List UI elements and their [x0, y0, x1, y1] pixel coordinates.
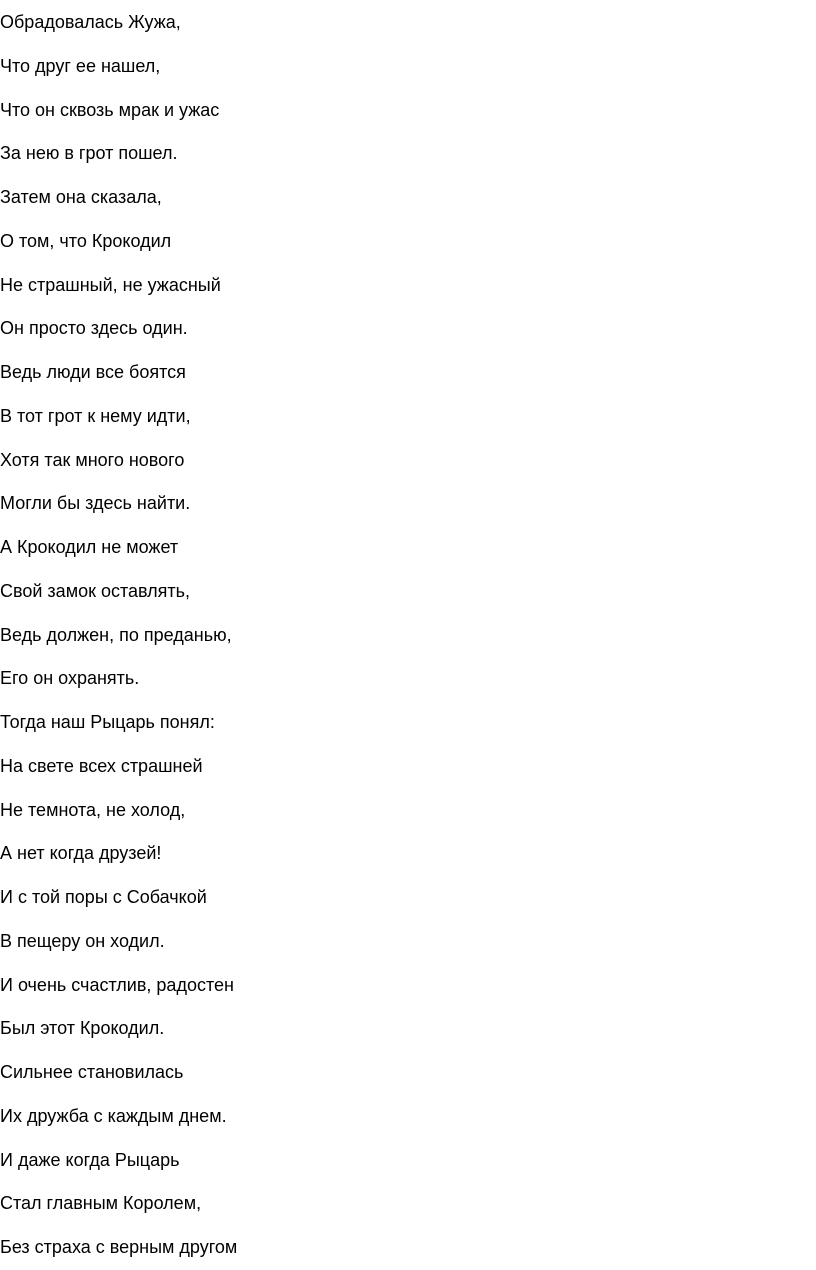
- poem-text: [0, 1, 237, 1270]
- poem-line: Он просто здесь один.: [0, 318, 188, 339]
- poem-line: В тот грот к нему идти,: [0, 405, 191, 426]
- poem-line: Сильнее становилась: [0, 1062, 184, 1082]
- poem-line: Что он сквозь мрак и ужас: [0, 99, 220, 120]
- poem-line: За нею в грот пошел.: [0, 143, 178, 164]
- poem-line: Могли бы здесь найти.: [0, 493, 191, 514]
- poem-line: Их дружба с каждым днем.: [0, 1105, 227, 1126]
- poem-line: И очень счастлив, радостен: [0, 974, 234, 995]
- poem-line: А нет когда друзей!: [0, 843, 162, 864]
- poem-line: Затем она сказала,: [0, 187, 162, 207]
- poem-line: Что друг ее нашел,: [0, 55, 161, 76]
- poem-line: Ведь должен, по преданью,: [0, 624, 232, 645]
- poem-line: Не страшный, не ужасный: [0, 274, 221, 295]
- poem-line: В пещеру он ходил.: [0, 930, 165, 951]
- poem-line: И даже когда Рыцарь: [0, 1149, 180, 1170]
- poem-line: Не темнота, не холод,: [0, 799, 186, 820]
- poem-line: Его он охранять.: [0, 668, 140, 689]
- poem-line: А Крокодил не может: [0, 537, 179, 557]
- poem-line: Хотя так много нового: [0, 449, 185, 470]
- poem-line: На свете всех страшней: [0, 755, 203, 776]
- poem-line: Свой замок оставлять,: [0, 580, 191, 601]
- poem-line: Тогда наш Рыцарь понял:: [0, 712, 215, 732]
- poem-line: Был этот Крокодил.: [0, 1018, 165, 1039]
- poem-line: О том, что Крокодил: [0, 230, 172, 251]
- poem-line: Ведь люди все боятся: [0, 362, 186, 382]
- poem-line: И с той поры с Собачкой: [0, 887, 207, 907]
- poem-line: Обрадовалась Жужа,: [0, 12, 181, 32]
- poem-line: Стал главным Королем,: [0, 1193, 202, 1214]
- poem-line: Без страха с верным другом: [0, 1237, 238, 1257]
